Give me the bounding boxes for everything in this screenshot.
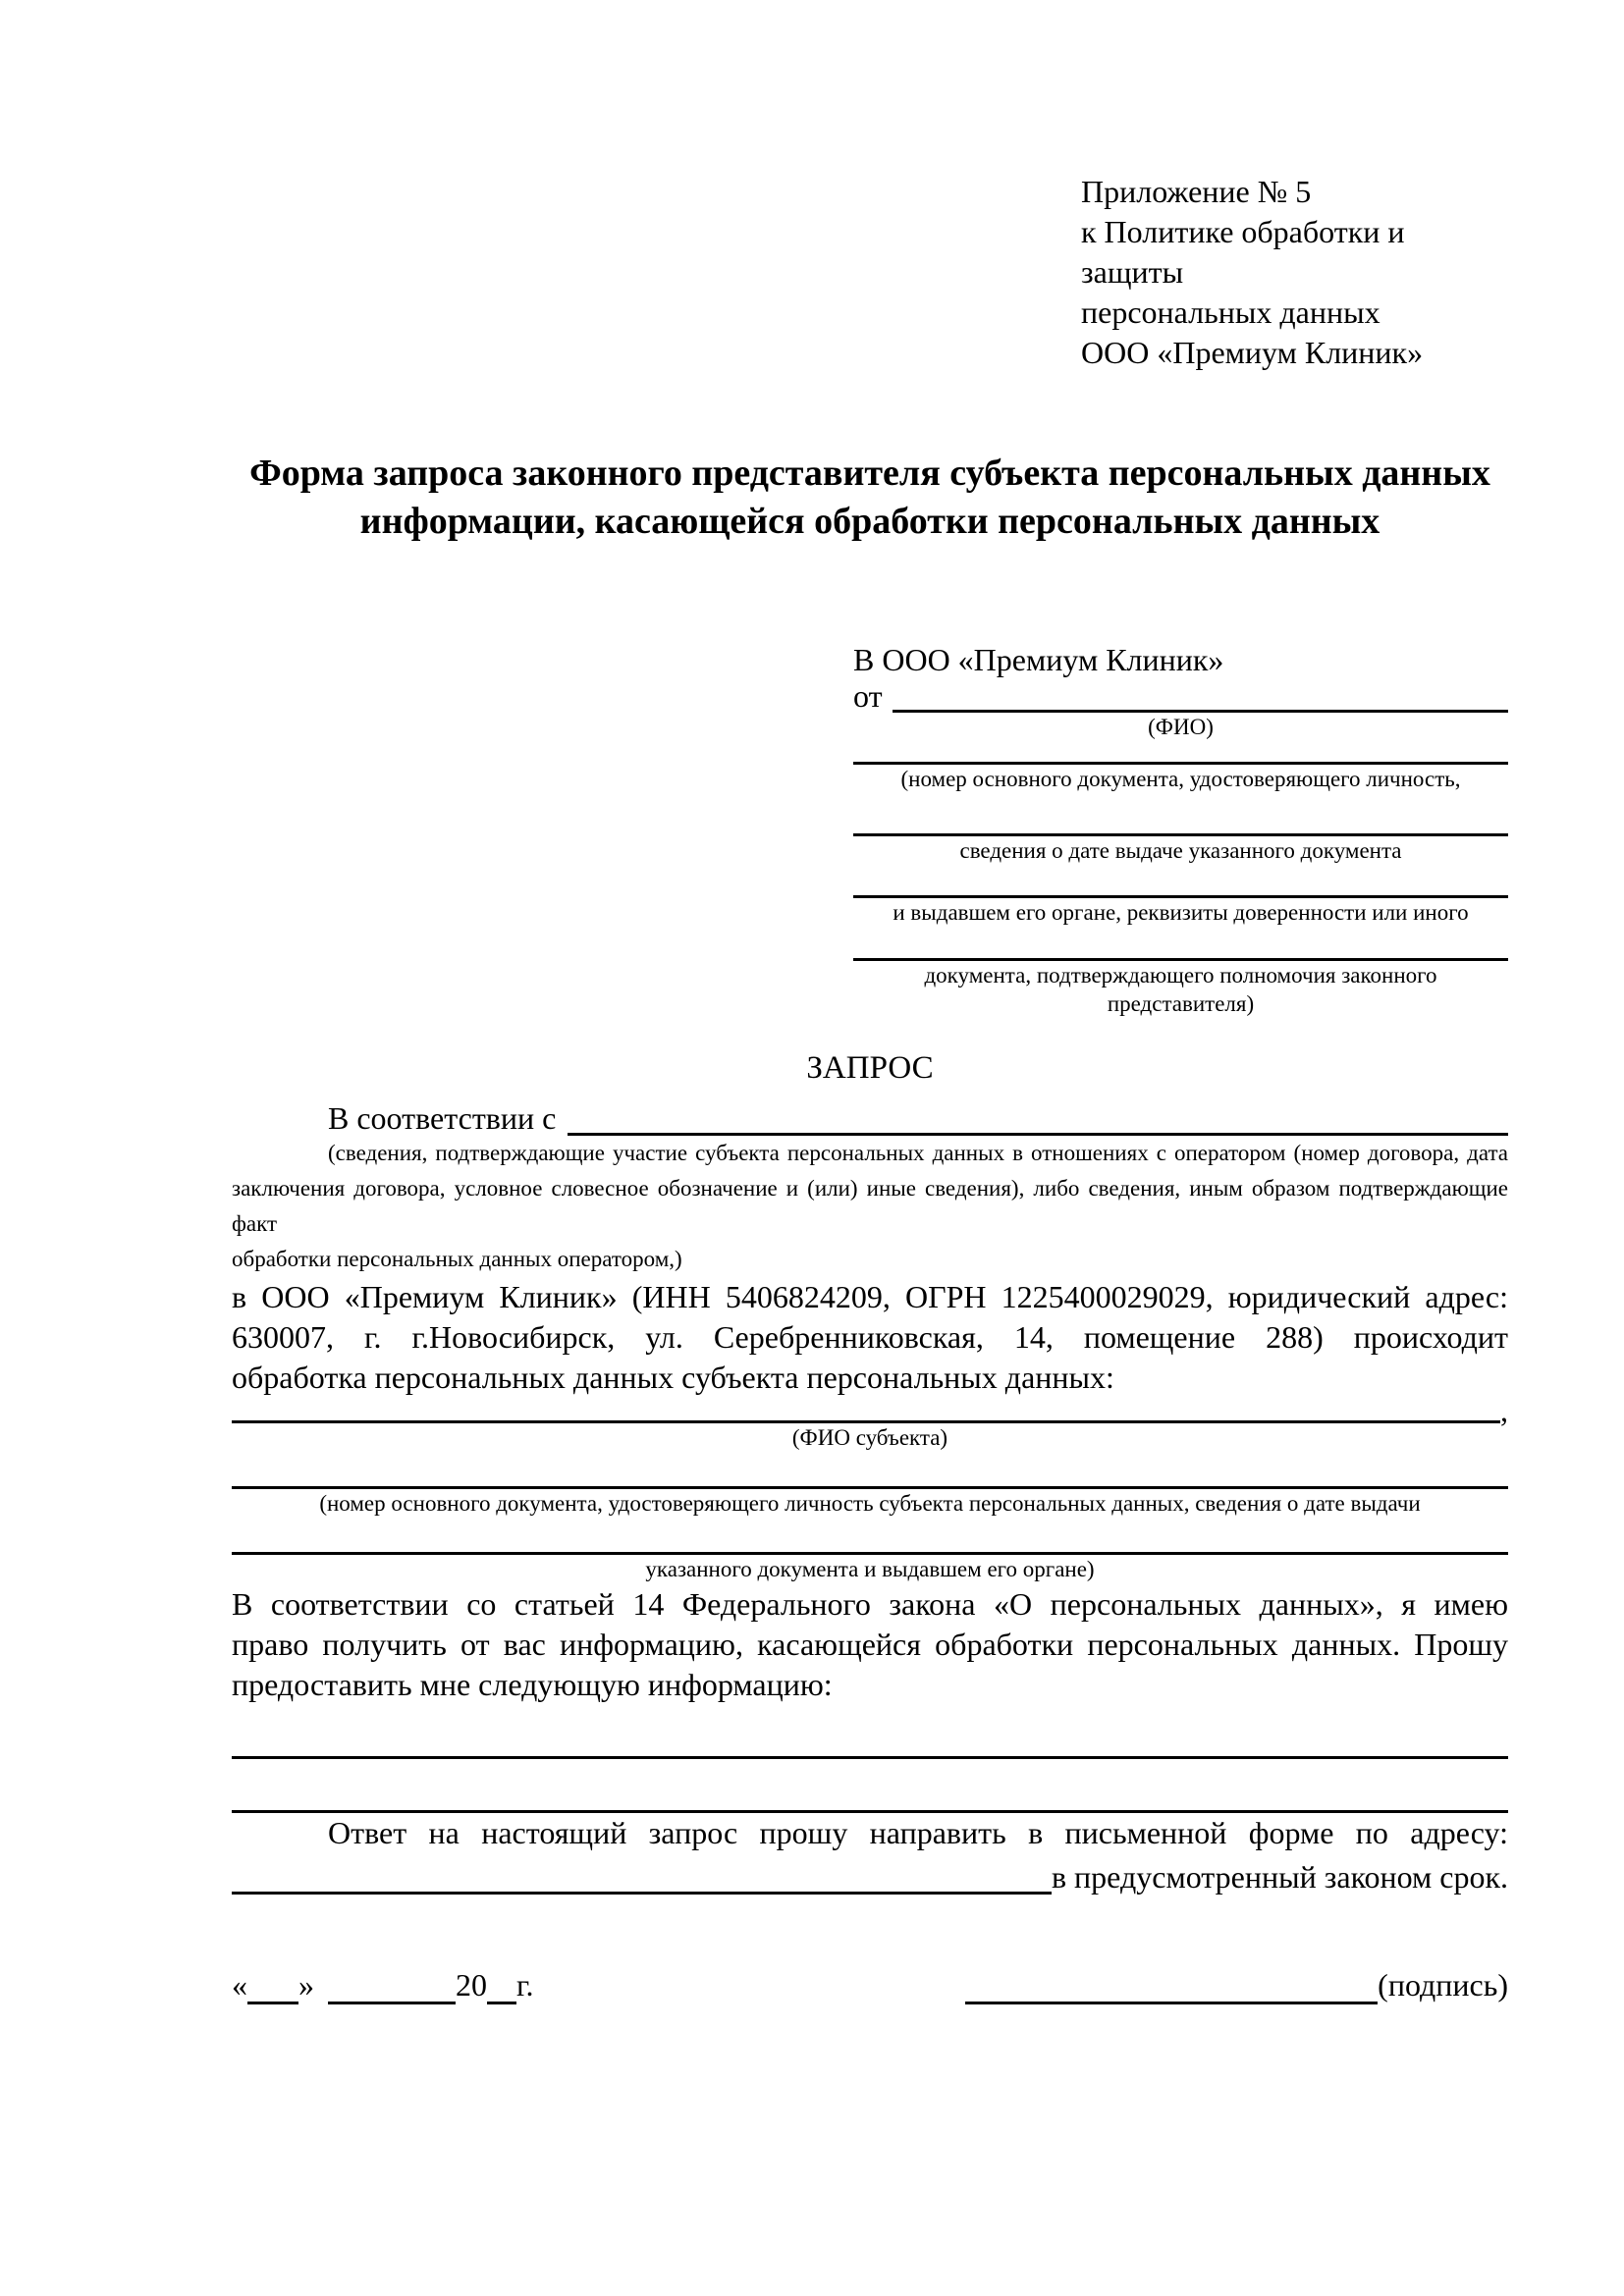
fio-caption: (ФИО) (1148, 715, 1214, 739)
blank-caption: и выдавшем его органе, реквизиты доверенности или иного (893, 900, 1469, 925)
appendix-line: Приложение № 5 (1081, 174, 1312, 209)
basis-caption-line: обработки персональных данных оператором,) (232, 1247, 682, 1271)
from-row (853, 679, 1508, 713)
basis-caption-line: заключения договора, условное словесное обозначение и (или) иные сведения), либо сведения, иным образом подтверждающие факт (232, 1176, 1508, 1236)
trailing-comma: , (1500, 1393, 1508, 1428)
request-heading: ЗАПРОС (806, 1050, 934, 1086)
info-blank-line (232, 1759, 1508, 1813)
subject-doc-blank-line (232, 1519, 1508, 1555)
representative-fio-blank-line (893, 679, 1508, 713)
appendix-line: персональных данных (1081, 294, 1380, 330)
close-quote: » (298, 1967, 314, 2002)
basis-caption-line: (сведения, подтверждающие участие субъекта персональных данных в отношениях с оператором (номер договора, дата (328, 1141, 1508, 1165)
answer-paragraph-line: в предусмотренный законом срок. (1051, 1859, 1508, 1895)
subject-fio-blank-line (232, 1398, 1500, 1423)
open-quote: « (232, 1967, 247, 2002)
blank-caption: документа, подтверждающего полномочия законного представителя) (924, 963, 1437, 1016)
year-suffix: г. (516, 1967, 534, 2002)
appendix-header (1081, 172, 1508, 373)
operator-paragraph-line: обработка персональных данных субъекта персональных данных: (232, 1360, 1114, 1395)
representative-doc-blank-line (853, 793, 1508, 836)
appendix-line: ООО «Премиум Клиник» (1081, 335, 1424, 370)
addressee-to: В ООО «Премиум Клиник» (853, 642, 1224, 677)
signature-blank-line (965, 1966, 1378, 2004)
signature-caption: (подпись) (1378, 1967, 1508, 2002)
date-field (232, 1965, 534, 2004)
form-title-line: Форма запроса законного представителя субъекта персональных данных (249, 453, 1490, 494)
signature-field (965, 1965, 1508, 2004)
answer-paragraph-line: Ответ на настоящий запрос прошу направить в письменной форме по адресу: (328, 1815, 1508, 1850)
subject-fio-row (232, 1393, 1508, 1428)
blank-caption: сведения о дате выдаче указанного документа (959, 838, 1402, 863)
year-century: 20 (456, 1967, 487, 2002)
from-label: от (853, 678, 883, 714)
form-title-line: информации, касающейся обработки персональных данных (359, 501, 1380, 542)
blank-caption: (номер основного документа, удостоверяющего личность, (900, 767, 1461, 791)
addressee-block (853, 640, 1508, 1018)
operator-paragraph-line: 630007, г. г.Новосибирск, ул. Серебренниковская, 14, помещение 288) происходит (232, 1319, 1508, 1355)
basis-blank-line (568, 1091, 1508, 1136)
basis-label: В соответствии с (328, 1100, 557, 1136)
representative-doc-blank-line (853, 865, 1508, 898)
day-blank-line (247, 1966, 298, 2004)
form-title (232, 450, 1508, 546)
law-paragraph-line: право получить от вас информацию, касающейся обработки персональных данных. Прошу (232, 1627, 1508, 1662)
subject-doc-blank-line (232, 1453, 1508, 1489)
law-paragraph-line: предоставить мне следующую информацию: (232, 1667, 833, 1702)
representative-doc-blank-line (853, 741, 1508, 765)
law-paragraph-line: В соответствии со статьей 14 Федерального закона «О персональных данных», я имею (232, 1586, 1508, 1622)
address-blank-line (232, 1853, 1052, 1895)
operator-paragraph-line: в ООО «Премиум Клиник» (ИНН 5406824209, ОГРН 1225400029029, юридический адрес: (232, 1279, 1508, 1314)
info-blank-line (232, 1705, 1508, 1759)
appendix-line: к Политике обработки и защиты (1081, 214, 1405, 290)
representative-doc-blank-line (853, 927, 1508, 961)
answer-address-row (232, 1853, 1508, 1895)
year-blank-line (487, 1966, 516, 2004)
footer-row (232, 1965, 1508, 2004)
subject-fio-caption: (ФИО субъекта) (791, 1425, 948, 1450)
subject-doc-caption: указанного документа и выдавшем его органе) (645, 1557, 1095, 1581)
month-blank-line (328, 1966, 456, 2004)
subject-doc-caption: (номер основного документа, удостоверяющего личность субъекта персональных данных, сведения о дате выдачи (319, 1491, 1421, 1516)
basis-row (232, 1091, 1508, 1136)
